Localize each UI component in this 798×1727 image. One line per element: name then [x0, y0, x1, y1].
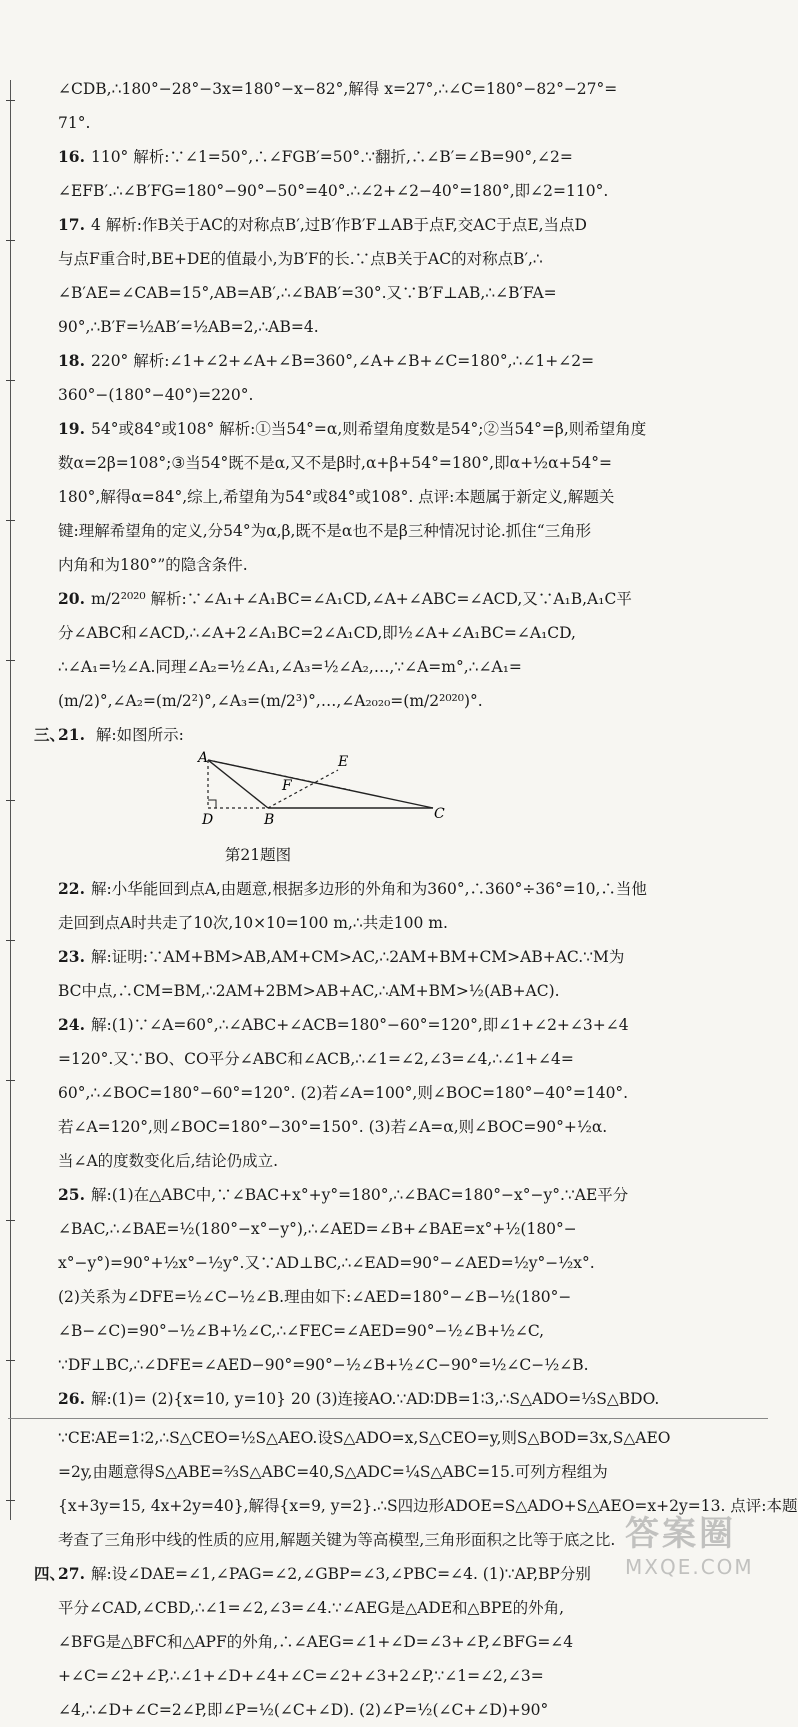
label-b: B [264, 812, 275, 828]
answer-line [58, 72, 718, 106]
answer-text: 110° 解析:∵∠1=50°,∴∠FGB′=50°.∵翻折,∴∠B′=∠B=90°,∠2= [90, 148, 573, 166]
answer-line [58, 344, 718, 378]
answer-text: ∠EFB′.∴∠B′FG=180°−90°−50°=40°.∴∠2+∠2−40°=180°,即∠2=110°. [58, 182, 609, 200]
answer-text: ∠CDB,∴180°−28°−3x=180°−x−82°,解得 x=27°,∴∠C=180°−82°−27°= [58, 80, 618, 98]
answer-line [58, 1421, 718, 1455]
answer-text: 解:(1)在△ABC中,∵∠BAC+x°+y°=180°,∴∠BAC=180°−x°−y°.∵AE平分 [90, 1186, 629, 1204]
question-number: 19. [58, 419, 85, 438]
segment-ab [208, 760, 268, 808]
answer-text: 360°−(180°−40°)=220°. [58, 386, 254, 404]
question-number: 27. [58, 1564, 85, 1583]
answer-line [58, 1382, 718, 1416]
answer-line [58, 174, 718, 208]
question-number: 20. [58, 589, 85, 608]
label-f: F [282, 778, 292, 794]
answer-line [58, 310, 718, 344]
answer-text: 180°,解得α=84°,综上,希望角为54°或84°或108°. 点评:本题属于新定义,解题关 [58, 488, 615, 506]
answer-line [58, 940, 718, 974]
answer-line [34, 1557, 718, 1591]
answer-page [34, 72, 798, 1727]
question-number: 16. [58, 147, 85, 166]
answer-text: =120°.又∵BO、CO平分∠ABC和∠ACB,∴∠1=∠2,∠3=∠4,∴∠1+∠4= [58, 1050, 574, 1068]
figure-caption: 第21题图 [224, 846, 292, 864]
answer-line [58, 276, 718, 310]
answer-text: 90°,∴B′F=½AB′=½AB=2,∴AB=4. [58, 318, 319, 336]
answer-text: 4 解析:作B关于AC的对称点B′,过B′作B′F⊥AB于点F,交AC于点E,当点D [90, 216, 587, 234]
answer-text: 71°. [58, 114, 91, 132]
answer-line [58, 412, 718, 446]
answer-text: 键:理解希望角的定义,分54°为α,β,既不是α也不是β三种情况讨论.抓住“三角形 [58, 522, 592, 540]
answers-16-20 [58, 72, 718, 718]
answer-line [58, 1348, 718, 1382]
answer-text: 解:设∠DAE=∠1,∠PAG=∠2,∠GBP=∠3,∠PBC=∠4. (1)∵AP,BP分别 [90, 1565, 591, 1583]
answer-line [58, 548, 718, 582]
answer-line [58, 872, 718, 906]
fold-line [8, 1418, 768, 1419]
question-number: 25. [58, 1185, 85, 1204]
answer-line [58, 514, 718, 548]
answer-text: ∠B′AE=∠CAB=15°,AB=AB′,∴∠BAB′=30°.又∵B′F⊥AB,∴∠B′FA= [58, 284, 557, 302]
answer-text: ∠BAC,∴∠BAE=½(180°−x°−y°),∴∠AED=∠B+∠BAE=x°+½(180°− [58, 1220, 577, 1238]
answer-text: +∠C=∠2+∠P,∴∠1+∠D+∠4+∠C=∠2+∠3+2∠P,∵∠1=∠2,∠3= [58, 1667, 544, 1685]
answer-line [58, 1591, 718, 1625]
watermark-url: MXQE.COM [625, 1555, 754, 1579]
answer-text: 解:(1)∵∠A=60°,∴∠ABC+∠ACB=180°−60°=120°,即∠1+∠2+∠3+∠4 [90, 1016, 629, 1034]
label-c: C [434, 806, 445, 822]
answer-text: m/2²⁰²⁰ 解析:∵∠A₁+∠A₁BC=∠A₁CD,∠A+∠ABC=∠ACD,又∵A₁B,A₁C平 [90, 590, 632, 608]
answer-text: 当∠A的度数变化后,结论仍成立. [58, 1152, 279, 1170]
answer-text: =2y,由题意得S△ABE=⅔S△ABC=40,S△ADC=¼S△ABC=15.可列方程组为 [58, 1463, 608, 1481]
answer-line [58, 1144, 718, 1178]
answer-line [58, 616, 718, 650]
answer-text: 平分∠CAD,∠CBD,∴∠1=∠2,∠3=∠4.∵∠AEG是△ADE和△BPE的外角, [58, 1599, 565, 1617]
answer-line [58, 1489, 798, 1523]
answer-text: (2)关系为∠DFE=½∠C−½∠B.理由如下:∠AED=180°−∠B−½(180°− [58, 1288, 572, 1306]
question-number: 23. [58, 947, 85, 966]
answer-text: 解:证明:∵AM+BM>AB,AM+CM>AC,∴2AM+BM+CM>AB+AC.∵M为 [90, 948, 625, 966]
answer-text: 与点F重合时,BE+DE的值最小,为B′F的长.∵点B关于AC的对称点B′,∴ [58, 250, 543, 268]
answer-text: {x+3y=15, 4x+2y=40},解得{x=9, y=2}.∴S四边形ADOE=S△ADO+S△AEO=x+2y=13. 点评:本题 [58, 1497, 798, 1515]
answer-text: ∠4,∴∠D+∠C=2∠P,即∠P=½(∠C+∠D). (2)∠P=½(∠C+∠D)+90° [58, 1701, 549, 1719]
question-text: 解:如图所示: [95, 726, 184, 744]
answer-27 [34, 1557, 718, 1727]
question-number: 18. [58, 351, 85, 370]
answer-text: 解:小华能回到点A,由题意,根据多边形的外角和为360°,∴360°÷36°=10,∴当他 [90, 880, 647, 898]
answer-text: (m/2)°,∠A₂=(m/2²)°,∠A₃=(m/2³)°,…,∠A₂₀₂₀=(m/2²⁰²⁰)°. [58, 692, 483, 710]
question-number: 26. [58, 1389, 85, 1408]
answer-line [58, 378, 718, 412]
answer-text: ∵DF⊥BC,∴∠DFE=∠AED−90°=90°−½∠B+½∠C−90°=½∠C−½∠B. [58, 1356, 589, 1374]
answer-line [58, 1042, 718, 1076]
label-a: A [198, 750, 209, 766]
answer-text: 数α=2β=108°;③当54°既不是α,又不是β时,α+β+54°=180°,即α+½α+54°= [58, 454, 612, 472]
answer-line [58, 1008, 718, 1042]
answer-line [58, 106, 718, 140]
answer-text: 若∠A=120°,则∠BOC=180°−30°=150°. (3)若∠A=α,则∠BOC=90°+½α. [58, 1118, 608, 1136]
answer-text: 分∠ABC和∠ACD,∴∠A+2∠A₁BC=2∠A₁CD,即½∠A+∠A₁BC=∠A₁CD, [58, 624, 576, 642]
answer-line [58, 1246, 718, 1280]
answer-text: 内角和为180°”的隐含条件. [58, 556, 248, 574]
answer-line [58, 1212, 718, 1246]
answer-line [58, 480, 718, 514]
answer-26-continued [58, 1421, 798, 1557]
answer-text: 60°,∴∠BOC=180°−60°=120°. (2)若∠A=100°,则∠BOC=180°−40°=140°. [58, 1084, 629, 1102]
answer-line [58, 1076, 718, 1110]
question-number: 22. [58, 879, 85, 898]
answer-text: x°−y°)=90°+½x°−½y°.又∵AD⊥BC,∴∠EAD=90°−∠AED=½y°−½x°. [58, 1254, 595, 1272]
label-e: E [338, 754, 349, 770]
answer-line [58, 1314, 718, 1348]
answer-text: ∴∠A₁=½∠A.同理∠A₂=½∠A₁,∠A₃=½∠A₂,…,∵∠A=m°,∴∠A₁= [58, 658, 522, 676]
answer-line [58, 446, 718, 480]
answer-text: 走回到点A时共走了10次,10×10=100 m,∴共走100 m. [58, 914, 448, 932]
answer-text: ∠B−∠C)=90°−½∠B+½∠C,∴∠FEC=∠AED=90°−½∠B+½∠C, [58, 1322, 545, 1340]
answer-line [58, 208, 718, 242]
answer-line [58, 1625, 718, 1659]
right-angle-mark [208, 800, 216, 808]
answer-text: BC中点,∴CM=BM,∴2AM+2BM>AB+AC,∴AM+BM>½(AB+AC). [58, 982, 560, 1000]
answer-line [58, 1693, 718, 1727]
question-number: 17. [58, 215, 85, 234]
label-d: D [202, 812, 214, 828]
answer-line [58, 974, 718, 1008]
answer-text: 54°或84°或108° 解析:①当54°=α,则希望角度数是54°;②当54°=β,则希望角度 [90, 420, 647, 438]
section-label: 四、 [34, 1564, 66, 1583]
answer-text: 解:(1)= (2){x=10, y=10} 20 (3)连接AO.∵AD∶DB=1∶3,∴S△ADO=⅓S△BDO. [90, 1390, 660, 1408]
answer-line [58, 906, 718, 940]
answer-line [58, 140, 718, 174]
answers-22-26 [58, 872, 718, 1416]
answer-line [58, 582, 718, 616]
answer-line [58, 242, 718, 276]
answer-line [58, 684, 718, 718]
answer-text: ∵CE∶AE=1∶2,∴S△CEO=½S△AEO.设S△ADO=x,S△CEO=y,则S△BOD=3x,S△AEO [58, 1429, 671, 1447]
watermark-title: 答案圈 [625, 1514, 736, 1554]
watermark-logo [625, 1506, 775, 1586]
answer-line [58, 1659, 718, 1693]
answer-line [58, 1178, 718, 1212]
section-three-label: 三、 [34, 725, 66, 744]
question-number: 24. [58, 1015, 85, 1034]
answer-text: 220° 解析:∠1+∠2+∠A+∠B=360°,∠A+∠B+∠C=180°,∴∠1+∠2= [90, 352, 595, 370]
question-21-line [34, 718, 718, 752]
question-number: 21. [58, 725, 85, 744]
answer-line [58, 1455, 718, 1489]
answer-line [58, 1280, 718, 1314]
triangle-diagram [198, 752, 458, 838]
answer-text: ∠BFG是△BFC和△APF的外角,∴∠AEG=∠1+∠D=∠3+∠P,∠BFG=∠4 [58, 1633, 574, 1651]
figure-21 [198, 752, 718, 838]
answer-line [58, 1523, 718, 1557]
answer-line [58, 650, 718, 684]
answer-line [58, 1110, 718, 1144]
answer-text: 考查了三角形中线的性质的应用,解题关键为等高模型,三角形面积之比等于底之比. [58, 1531, 616, 1549]
